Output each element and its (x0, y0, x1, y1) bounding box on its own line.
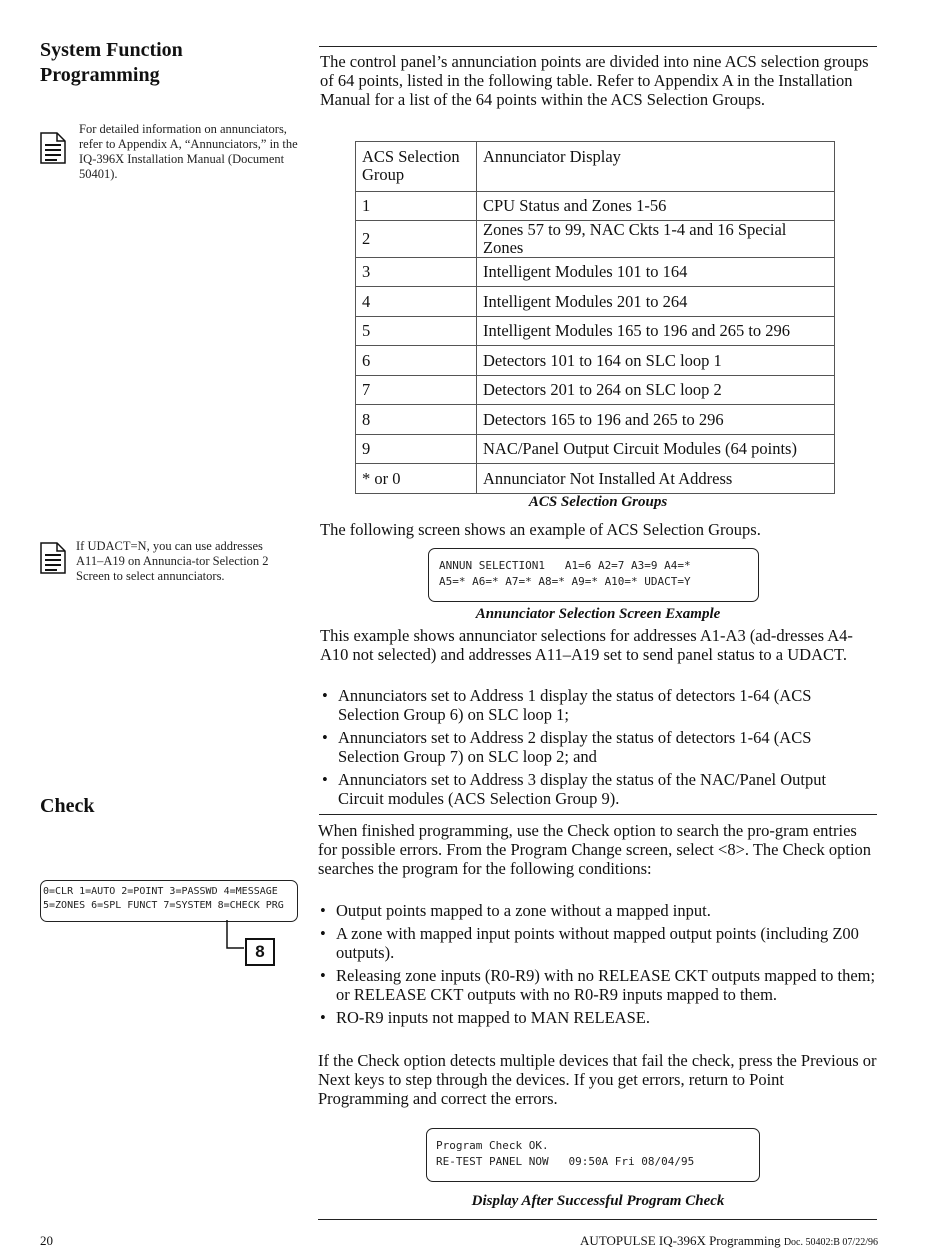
table-cell: Zones 57 to 99, NAC Ckts 1-4 and 16 Special Zones (477, 221, 835, 258)
table-header-cell: Annunciator Display (477, 142, 835, 192)
list-item: • RO-R9 inputs not mapped to MAN RELEASE. (318, 1008, 878, 1027)
middle-rule (319, 814, 877, 815)
table-cell: 1 (356, 192, 477, 221)
table-row (356, 435, 835, 464)
section-heading-check: Check (40, 795, 95, 817)
table-row (356, 376, 835, 405)
check-screen-line-1: Program Check OK. (436, 1139, 549, 1152)
list-item: • Releasing zone inputs (R0-R9) with no RELEASE CKT outputs mapped to them; or RELEASE CKT outputs with no R0-R9 inputs mapped to them. (318, 966, 878, 1004)
table-cell: Annunciator Not Installed At Address (477, 464, 835, 494)
list-item: • Annunciators set to Address 3 display the status of the NAC/Panel Output Circuit modules (ACS Selection Group 9). (320, 770, 860, 808)
table-cell: 4 (356, 287, 477, 317)
table-cell: CPU Status and Zones 1-56 (477, 192, 835, 221)
check-screen-caption: Display After Successful Program Check (471, 1193, 725, 1209)
screen-intro-paragraph: The following screen shows an example of ACS Selection Groups. (320, 520, 761, 539)
table-cell: 7 (356, 376, 477, 405)
footer-title-text: AUTOPULSE IQ-396X Programming (580, 1233, 781, 1248)
footer-doc-number: Doc. 50402:B 07/22/96 (783, 1237, 878, 1248)
table-row (356, 287, 835, 317)
table-cell: * or 0 (356, 464, 477, 494)
annun-screen-line-2: A5=* A6=* A7=* A8=* A9=* A10=* UDACT=Y (439, 575, 691, 588)
table-cell: Intelligent Modules 101 to 164 (477, 258, 835, 287)
check-bullet-list (318, 901, 878, 1027)
table-row (356, 317, 835, 346)
table-cell: 6 (356, 346, 477, 376)
table-cell: Intelligent Modules 201 to 264 (477, 287, 835, 317)
table-cell: 9 (356, 435, 477, 464)
annun-screen-caption: Annunciator Selection Screen Example (475, 606, 721, 622)
table-cell: Detectors 165 to 196 and 265 to 296 (477, 405, 835, 435)
table-row (356, 346, 835, 376)
table-cell: 2 (356, 221, 477, 258)
intro-paragraph: The control panel’s annunciation points are divided into nine ACS selection groups of 64 points, listed in the following table. Refer to Appendix A in the Installation Manual for a list of the 64 points within the ACS Selection Groups. (320, 52, 869, 109)
table-cell: 5 (356, 317, 477, 346)
example-bullet-list (320, 686, 860, 808)
menu-screen-line-1: 0=CLR 1=AUTO 2=POINT 3=PASSWD 4=MESSAGE (43, 886, 278, 897)
table-caption: ACS Selection Groups (528, 494, 668, 510)
table-row (356, 464, 835, 494)
list-item: • Annunciators set to Address 1 display the status of detectors 1-64 (ACS Selection Group 6) on SLC loop 1; (320, 686, 860, 724)
fail-paragraph: If the Check option detects multiple devices that fail the check, press the Previous or Next keys to step through the devices. If you get errors, return to Point Programming and correct the errors. (318, 1051, 877, 1108)
menu-screen-line-2: 5=ZONES 6=SPL FUNCT 7=SYSTEM 8=CHECK PRG (43, 900, 284, 911)
sidebar-note-annunciators: For detailed information on annunciators, refer to Appendix A, “Annunciators,” in the IQ-396X Installation Manual (Document 50401). (79, 122, 298, 181)
table-row (356, 405, 835, 435)
key-8-icon: 8 (245, 938, 275, 966)
table-header-row (356, 142, 835, 192)
check-screen-line-2: RE-TEST PANEL NOW 09:50A Fri 08/04/95 (436, 1155, 695, 1168)
table-cell: NAC/Panel Output Circuit Modules (64 points) (477, 435, 835, 464)
example-paragraph: This example shows annunciator selections for addresses A1-A3 (ad-dresses A4-A10 not selected) and addresses A11–A19 set to send panel status to a UDACT. (320, 626, 853, 664)
program-check-screen (426, 1128, 760, 1182)
bottom-rule (318, 1219, 877, 1220)
list-item: • Annunciators set to Address 2 display the status of detectors 1-64 (ACS Selection Group 7) on SLC loop 2; and (320, 728, 860, 766)
annun-screen-line-1: ANNUN SELECTION1 A1=6 A2=7 A3=9 A4=* (439, 559, 691, 572)
table-row (356, 258, 835, 287)
table-cell: Detectors 101 to 164 on SLC loop 1 (477, 346, 835, 376)
table-row (356, 192, 835, 221)
list-item: • A zone with mapped input points without mapped output points (including Z00 outputs). (318, 924, 878, 962)
table-header-cell: ACS Selection Group (356, 142, 477, 192)
table-cell: 3 (356, 258, 477, 287)
acs-selection-table (355, 141, 835, 494)
program-change-menu-screen (40, 880, 298, 922)
sidebar-note-udact: If UDACT=N, you can use addresses A11–A19 on Annuncia-tor Selection 2 Screen to select annunciators. (76, 539, 269, 583)
table-cell: Intelligent Modules 165 to 196 and 265 to 296 (477, 317, 835, 346)
table-cell: 8 (356, 405, 477, 435)
page-number: 20 (40, 1233, 53, 1248)
check-paragraph: When finished programming, use the Check option to search the pro-gram entries for possible errors. From the Program Change screen, select <8>. The Check option searches the program for the following conditions: (318, 821, 872, 878)
footer-title (580, 1233, 878, 1249)
note-document-icon (40, 542, 66, 574)
table-row (356, 221, 835, 258)
list-item: • Output points mapped to a zone without a mapped input. (318, 901, 878, 920)
top-rule (319, 46, 877, 47)
section-heading-system-function: System Function Programming (40, 39, 183, 86)
table-cell: Detectors 201 to 264 on SLC loop 2 (477, 376, 835, 405)
note-document-icon (40, 132, 66, 164)
annunciator-selection-screen (428, 548, 759, 602)
